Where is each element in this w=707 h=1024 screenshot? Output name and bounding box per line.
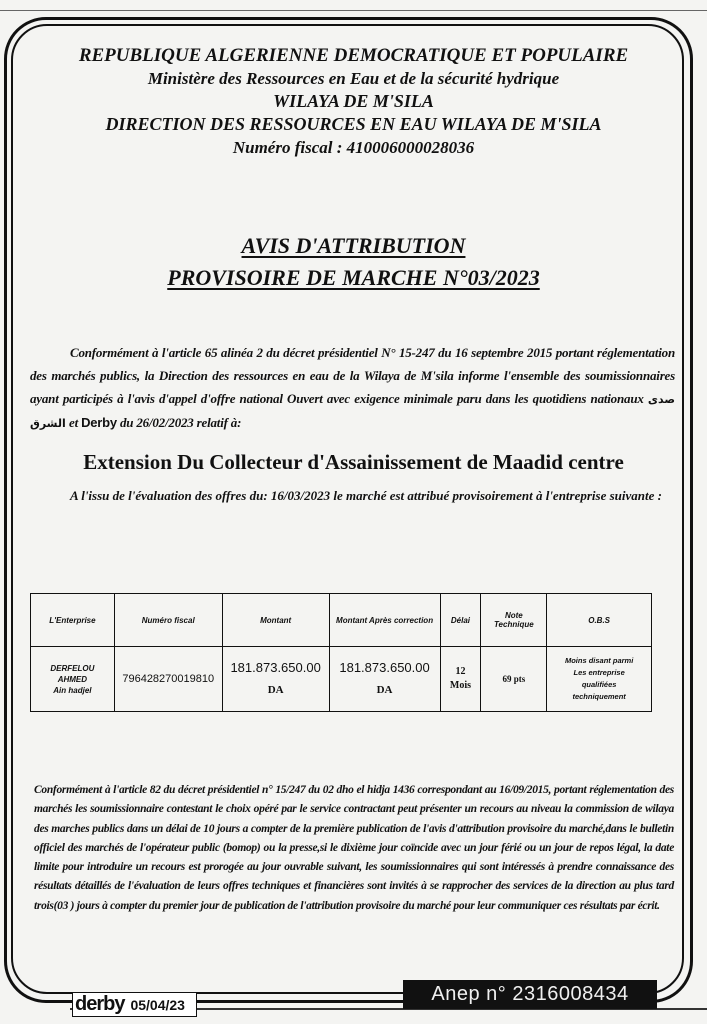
- amount-value: 181.873.650.00: [230, 660, 321, 675]
- newspaper-derby: Derby: [81, 415, 117, 430]
- wilaya-heading: WILAYA DE M'SILA: [273, 91, 434, 111]
- top-rule: [0, 10, 707, 11]
- header-obs: O.B.S: [547, 594, 652, 647]
- title-line-1: AVIS D'ATTRIBUTION: [241, 233, 466, 258]
- fiscal-number: Numéro fiscal : 410006000028036: [232, 138, 475, 157]
- amount-corrected-value: 181.873.650.00: [339, 660, 430, 675]
- intro-text: Conformément à l'article 65 alinéa 2 du décret présidentiel N° 15-247 du 16 septembre 2015 portant réglementation des marchés publics, la Direction des ressources en eau de la Wilaya de M'sila informe l'ensemble des soumissionnaires ayant participés à l'avis d'appel d'offre national Ouvert avec exigence minimale paru dans les quotidiens nationaux: [30, 345, 675, 406]
- enterprise-name-1: DERFELOU: [50, 663, 95, 673]
- header-delay: Délai: [440, 594, 481, 647]
- award-table: [30, 593, 652, 712]
- newspaper-badge: [72, 992, 197, 1017]
- direction-heading: DIRECTION DES RESSOURCES EN EAU WILAYA DE M'SILA: [105, 114, 602, 134]
- amount-unit: DA: [267, 684, 284, 696]
- title-line-2: PROVISOIRE DE MARCHE N°03/2023: [167, 265, 540, 290]
- header-fiscal: Numéro fiscal: [114, 594, 222, 647]
- header-note: Note Technique: [481, 594, 547, 647]
- intro-text-end: du 26/02/2023 relatif à:: [116, 415, 242, 430]
- cell-amount-corrected: [329, 647, 440, 712]
- amount-corrected-unit: DA: [376, 684, 393, 696]
- cell-enterprise: [31, 647, 115, 712]
- cell-obs: [547, 647, 652, 712]
- project-title: Extension Du Collecteur d'Assainissement de Maadid centre: [83, 450, 624, 474]
- delay-value: 12: [455, 666, 466, 677]
- evaluation-paragraph: A l'issu de l'évaluation des offres du: 16/03/2023 le marché est attribué provisoirement à l'entreprise suivante :: [70, 488, 662, 503]
- table-header-row: [31, 594, 652, 647]
- publication-date: 05/04/23: [130, 996, 185, 1013]
- table-row: [31, 647, 652, 712]
- arabic-newspaper-name: صدى الشرق: [30, 393, 675, 430]
- document-header: [0, 44, 707, 159]
- enterprise-name-2: AHMED: [57, 674, 88, 684]
- cell-note: 69 pts: [481, 647, 547, 712]
- header-amount-corrected: Montant Après correction: [329, 594, 440, 647]
- derby-logo: derby: [75, 993, 125, 1015]
- delay-unit: Mois: [449, 680, 471, 691]
- cell-amount: [222, 647, 329, 712]
- recourse-paragraph: Conformément à l'article 82 du décret présidentiel n° 15/247 du 02 dho el hidja 1436 correspondant au 16/09/2015, portant réglementation des marchés les soumissionnaire contestant le choix opéré par le service contractant peut présenter un recours au niveau la commission de wilaya des marches publics dans un délai de 10 jours a compter de la première publication de l'avis d'attribution provisoire du marché,dans le bulletin officiel des marchés de l'opérateur public (bomop) ou la presse,si le dixième jour coïncide avec un jour férié ou un jour de repos légal, la date limite pour introduire un recours est prorogée au jour ouvrable suivant, les soumissionnaires qui sont intéressés à prendre connaissance des résultats détaillés de l'évaluation de leurs offres techniques et financières sont invités à se rapprocher des services de la direction au plus tard trois(03 ) jours à compter du premier jour de publication de l'attribution provisoire du marché pour leur communiquer ces résultats par écrit.: [34, 784, 674, 912]
- obs-line-3: qualifiées: [581, 680, 617, 689]
- ministry-heading: Ministère des Ressources en Eau et de la sécurité hydrique: [147, 69, 560, 88]
- obs-line-2: Les entreprise: [573, 668, 625, 677]
- republic-heading: REPUBLIQUE ALGERIENNE DEMOCRATIQUE ET POPULAIRE: [78, 45, 629, 66]
- cell-fiscal: 796428270019810: [114, 647, 222, 712]
- notice-title: [0, 230, 707, 294]
- anep-number: Anep n° 2316008434: [403, 980, 657, 1009]
- enterprise-location: Ain hadjel: [53, 685, 92, 695]
- cell-delay: [440, 647, 481, 712]
- obs-line-1: Moins disant parmi: [564, 656, 634, 665]
- intro-paragraph: [30, 341, 675, 435]
- intro-conjunction: et: [65, 415, 82, 430]
- header-enterprise: L'Enterprise: [31, 594, 115, 647]
- header-amount: Montant: [222, 594, 329, 647]
- obs-line-4: techniquement: [572, 692, 626, 701]
